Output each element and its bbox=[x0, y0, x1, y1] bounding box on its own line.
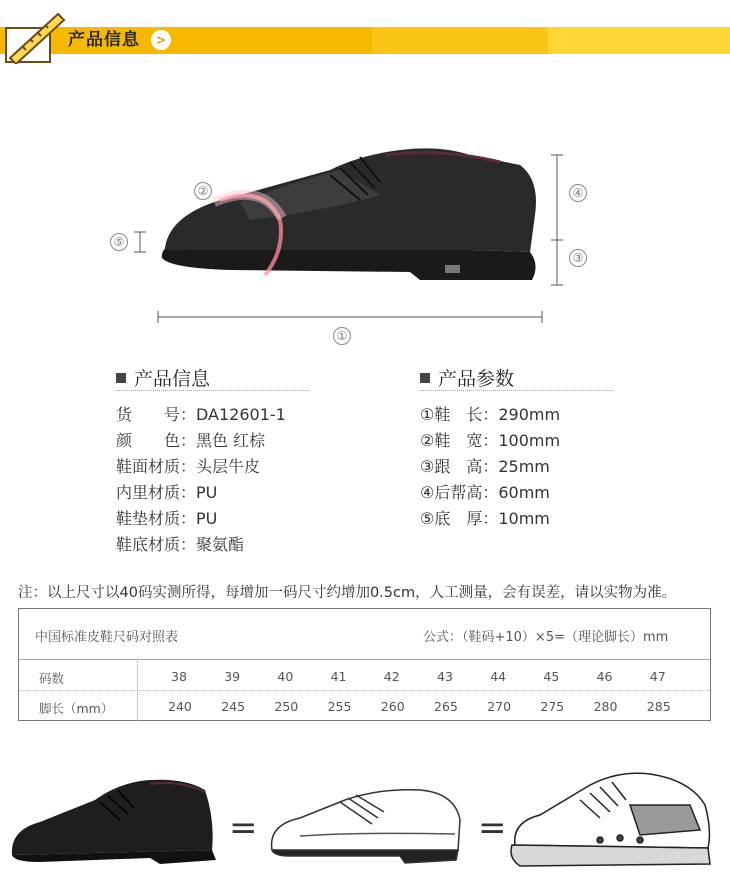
ruler-icon bbox=[2, 6, 68, 64]
banner-segment-light bbox=[548, 27, 730, 54]
info-section-title: 产品信息 bbox=[116, 364, 210, 391]
info-label: 鞋面材质： bbox=[116, 457, 197, 476]
length-cell: 280 bbox=[593, 699, 618, 714]
info-value: 黑色 红棕 bbox=[196, 431, 266, 450]
mark-1: ① bbox=[333, 327, 351, 345]
mark-2: ② bbox=[194, 182, 212, 200]
info-label: 鞋底材质： bbox=[116, 535, 197, 554]
product-dimension-figure bbox=[0, 140, 730, 355]
param-label: ①鞋 长： bbox=[420, 405, 499, 424]
size-cell: 42 bbox=[383, 669, 400, 684]
shoe-comparison-illustration bbox=[0, 760, 730, 884]
param-label: ④后帮高： bbox=[420, 483, 499, 502]
params-divider bbox=[420, 390, 612, 391]
size-cell: 39 bbox=[224, 669, 241, 684]
param-row bbox=[420, 454, 550, 477]
param-label: ③跟 高： bbox=[420, 457, 499, 476]
size-cell: 40 bbox=[277, 669, 294, 684]
info-row bbox=[116, 402, 286, 425]
length-row-label: 脚长（mm） bbox=[39, 701, 114, 716]
param-value: 100mm bbox=[498, 431, 561, 450]
outline-dress-shoe bbox=[272, 790, 460, 863]
size-table-formula: 公式：（鞋码+10）×5=（理论脚长）mm bbox=[423, 630, 669, 645]
info-row bbox=[116, 532, 244, 555]
length-cell: 285 bbox=[646, 699, 671, 714]
info-value: 聚氨酯 bbox=[196, 535, 245, 554]
size-row-label: 码数 bbox=[39, 671, 65, 686]
size-cell: 44 bbox=[490, 669, 507, 684]
size-cell: 43 bbox=[437, 669, 453, 684]
length-cell: 240 bbox=[168, 699, 192, 714]
table-rule bbox=[19, 659, 710, 660]
info-value: PU bbox=[196, 509, 218, 528]
param-value: 25mm bbox=[498, 457, 550, 476]
size-cell: 38 bbox=[171, 669, 187, 684]
info-divider bbox=[116, 390, 308, 391]
length-cell: 250 bbox=[274, 699, 299, 714]
size-cell: 41 bbox=[330, 669, 347, 684]
param-label: ⑤底 厚： bbox=[420, 509, 499, 528]
param-value: 60mm bbox=[498, 483, 550, 502]
black-shoe-image bbox=[12, 780, 216, 864]
equals-sign: = bbox=[478, 808, 507, 848]
table-rule bbox=[19, 690, 710, 691]
info-value: DA12601-1 bbox=[196, 405, 286, 424]
square-bullet-icon bbox=[116, 373, 126, 383]
param-row bbox=[420, 402, 560, 425]
info-label: 内里材质： bbox=[116, 483, 197, 502]
length-cell: 260 bbox=[380, 699, 405, 714]
length-cell: 245 bbox=[221, 699, 246, 714]
banner-segment-mid bbox=[372, 27, 548, 54]
banner-title: 产品信息 bbox=[68, 30, 140, 50]
mark-4: ④ bbox=[569, 184, 587, 202]
length-cell: 270 bbox=[487, 699, 512, 714]
mark-5: ⑤ bbox=[110, 233, 128, 251]
info-value: 头层牛皮 bbox=[196, 457, 261, 476]
info-row bbox=[116, 454, 260, 477]
param-row bbox=[420, 480, 550, 503]
info-label: 颜 色： bbox=[116, 431, 197, 450]
length-cell: 275 bbox=[540, 699, 565, 714]
table-column-rule bbox=[137, 661, 138, 721]
params-section-title: 产品参数 bbox=[420, 364, 514, 391]
banner-arrow-icon[interactable]: > bbox=[151, 30, 171, 50]
param-label: ②鞋 宽： bbox=[420, 431, 499, 450]
info-value: PU bbox=[196, 483, 218, 502]
mark-3: ③ bbox=[569, 249, 587, 267]
param-value: 290mm bbox=[498, 405, 561, 424]
length-cell: 265 bbox=[434, 699, 458, 714]
size-chart-table bbox=[18, 608, 711, 721]
info-row bbox=[116, 506, 217, 529]
equals-sign: = bbox=[229, 808, 258, 848]
info-row bbox=[116, 480, 217, 503]
info-label: 货 号： bbox=[116, 405, 197, 424]
measurement-note: 注：以上尺寸以40码实测所得，每增加一码尺寸约增加0.5cm，人工测量，会有误差，请以实物为准。 bbox=[18, 585, 677, 601]
info-row bbox=[116, 428, 265, 451]
param-row bbox=[420, 428, 560, 451]
size-table-title: 中国标准皮鞋尺码对照表 bbox=[35, 630, 179, 645]
param-row bbox=[420, 506, 550, 529]
param-value: 10mm bbox=[498, 509, 550, 528]
outline-sneaker bbox=[511, 773, 710, 866]
length-cell: 255 bbox=[327, 699, 352, 714]
size-cell: 47 bbox=[649, 669, 666, 684]
size-cell: 46 bbox=[596, 669, 613, 684]
size-cell: 45 bbox=[543, 669, 560, 684]
info-label: 鞋垫材质： bbox=[116, 509, 197, 528]
square-bullet-icon bbox=[420, 373, 430, 383]
